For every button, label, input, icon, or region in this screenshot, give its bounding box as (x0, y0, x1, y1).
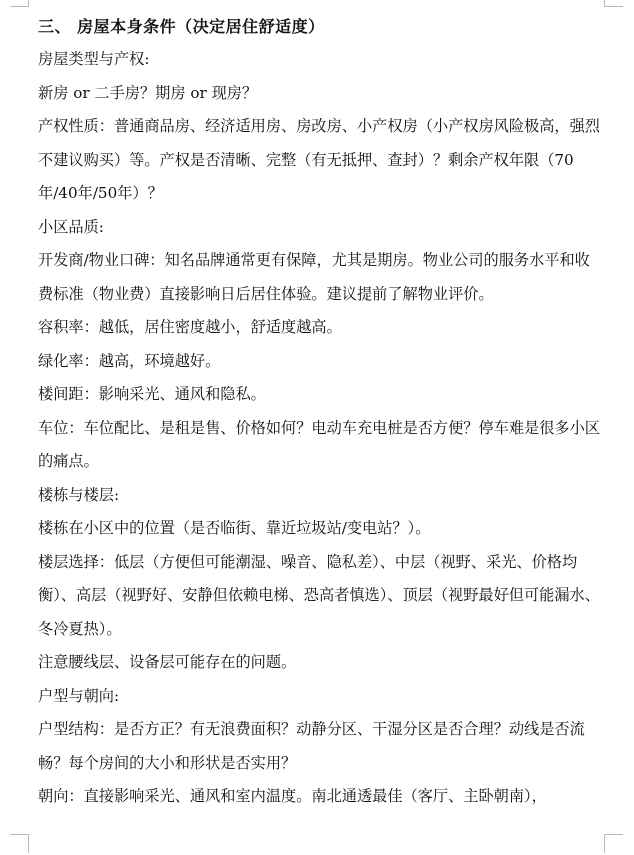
paragraph-developer-management: 开发商/物业口碑：知名品牌通常更有保障，尤其是期房。物业公司的服务水平和收费标准（物业费）直接影响日后居住体验。建议提前了解物业评价。 (38, 251, 590, 303)
crop-mark-bottom-left (10, 834, 29, 853)
paragraph-layout-structure: 户型结构：是否方正？有无浪费面积？动静分区、干湿分区是否合理？动线是否流畅？每个房间的大小和形状是否实用？ (38, 720, 585, 772)
crop-mark-top-right (604, 0, 623, 7)
paragraph-orientation: 朝向：直接影响采光、通风和室内温度。南北通透最佳（客厅、主卧朝南）， (38, 787, 547, 805)
subheading-building-floor: 楼栋与楼层: (38, 485, 120, 504)
paragraph-property-rights: 产权性质：普通商品房、经济适用房、房改房、小产权房（小产权房风险极高，强烈不建议购买）等。产权是否清晰、完整（有无抵押、查封）？剩余产权年限（70年/40年/50年）？ (38, 117, 600, 202)
paragraph-plot-ratio: 容积率：越低，居住密度越小，舒适度越高。 (38, 318, 342, 336)
paragraph-building-spacing: 楼间距：影响采光、通风和隐私。 (38, 385, 266, 403)
paragraph-green-ratio: 绿化率：越高，环境越好。 (38, 351, 221, 370)
subheading-property-type: 房屋类型与产权: (38, 50, 150, 68)
crop-mark-bottom-right (604, 834, 623, 853)
paragraph-refuge-floor: 注意腰线层、设备层可能存在的问题。 (38, 653, 297, 671)
section-heading: 三、 房屋本身条件（决定居住舒适度） (38, 17, 325, 36)
paragraph-new-or-resale: 新房 or 二手房？期房 or 现房？ (38, 83, 258, 102)
paragraph-parking: 车位：车位配比、是租是售、价格如何？电动车充电桩是否方便？停车难是很多小区的痛点。 (38, 418, 600, 470)
crop-mark-top-left (10, 0, 29, 7)
paragraph-building-location: 楼栋在小区中的位置（是否临街、靠近垃圾站/变电站？）。 (38, 519, 431, 537)
document-body (38, 11, 600, 814)
paragraph-floor-choice: 楼层选择：低层（方便但可能潮湿、噪音、隐私差）、中层（视野、采光、价格均衡）、高层（视野好、安静但依赖电梯、恐高者慎选）、顶层（视野最好但可能漏水、冬冷夏热）。 (38, 552, 600, 638)
subheading-layout-orientation: 户型与朝向: (38, 686, 120, 705)
subheading-community-quality: 小区品质: (38, 217, 104, 236)
